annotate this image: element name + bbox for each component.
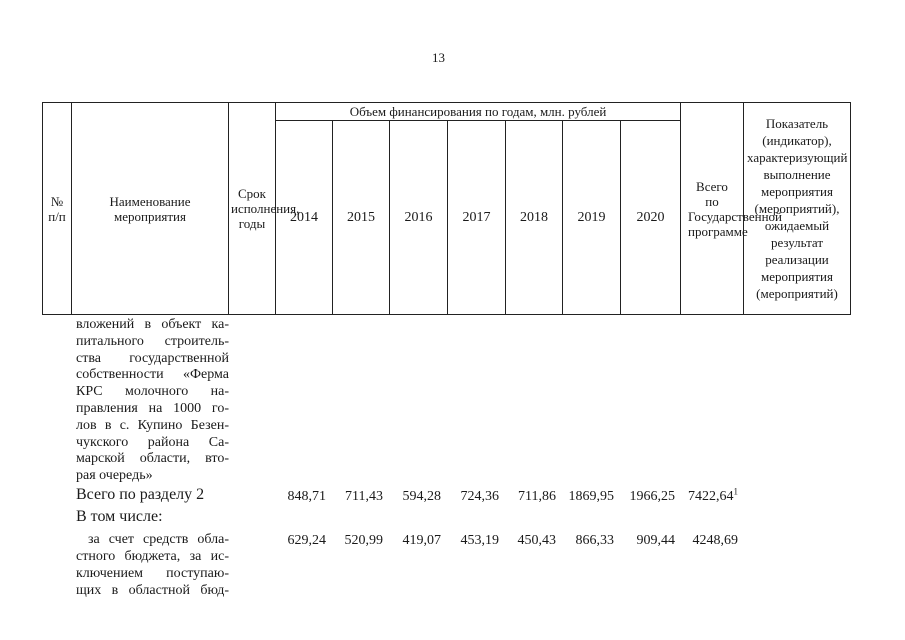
value-2017: 453,19: [460, 533, 499, 548]
value-2017: 724,36: [460, 489, 499, 504]
row-name-line: чукского района Са-: [76, 434, 229, 450]
value-2019: 1869,95: [568, 489, 614, 504]
row-name-line: ключением поступаю-: [76, 565, 229, 581]
value-2018: 450,43: [517, 533, 556, 548]
row-name: [88, 532, 229, 549]
header-year: 2017: [448, 121, 506, 315]
footnote-marker: 1: [733, 486, 738, 497]
value-2020: 909,44: [636, 533, 675, 548]
header-year: 2020: [621, 121, 681, 315]
row-name-line: марской области, вто-: [76, 451, 229, 467]
header-year: 2014: [276, 121, 333, 315]
page-number: 13: [432, 50, 445, 65]
row-name-line: рая очередь»: [76, 468, 153, 484]
header-col-name: Наименование мероприятия: [72, 103, 229, 315]
row-name-line: щих в областной бюд-: [76, 582, 229, 598]
row-name: [76, 317, 229, 485]
header-year: 2019: [563, 121, 621, 315]
value-2015: 520,99: [344, 533, 383, 548]
section-total-label: Всего по разделу 2: [76, 486, 205, 503]
value-2019: 866,33: [575, 533, 614, 548]
row-name-line: собственности «Ферма: [76, 367, 229, 383]
value-2015: 711,43: [345, 489, 383, 504]
row-name-line: ства государственной: [76, 350, 229, 366]
row-name-line: за счет средств обла-: [88, 532, 229, 547]
row-name-line: стного бюджета, за ис-: [76, 549, 229, 564]
header-funding-group: Объем финансирования по годам, млн. рублей: [276, 103, 681, 121]
value-2016: 419,07: [402, 533, 441, 548]
row-name: [76, 549, 229, 599]
value-2018: 711,86: [518, 489, 556, 504]
value-total: 7422,64$^1$: [688, 486, 738, 504]
in-that-number-label: В том числе:: [76, 508, 163, 525]
header-year: 2016: [390, 121, 448, 315]
value-2016: 594,28: [402, 489, 441, 504]
row-name-line: КРС молочного на-: [76, 384, 229, 400]
value-2014: 848,71: [287, 489, 326, 504]
header-year: 2018: [506, 121, 563, 315]
header-col-total: Всего по Государственной программе: [681, 103, 744, 315]
table-header: [42, 102, 851, 315]
value-2020: 1966,25: [629, 489, 675, 504]
value-2014: 629,24: [287, 533, 326, 548]
header-col-indicator: Показатель (индикатор), характеризующий выполнение мероприятия (мероприятий), ожидаемый результат реализации мероприятия (мероприятий): [744, 103, 851, 315]
header-col-number: № п/п: [43, 103, 72, 315]
row-name-line: питального строитель-: [76, 333, 229, 349]
row-name-line: вложений в объект ка-: [76, 317, 229, 332]
value-total: 4248,69: [692, 533, 738, 548]
row-name-line: правления на 1000 го-: [76, 400, 229, 416]
row-name-line: лов в с. Купино Безен-: [76, 417, 229, 433]
header-col-term: Срок исполнения, годы: [229, 103, 276, 315]
header-year: 2015: [333, 121, 390, 315]
